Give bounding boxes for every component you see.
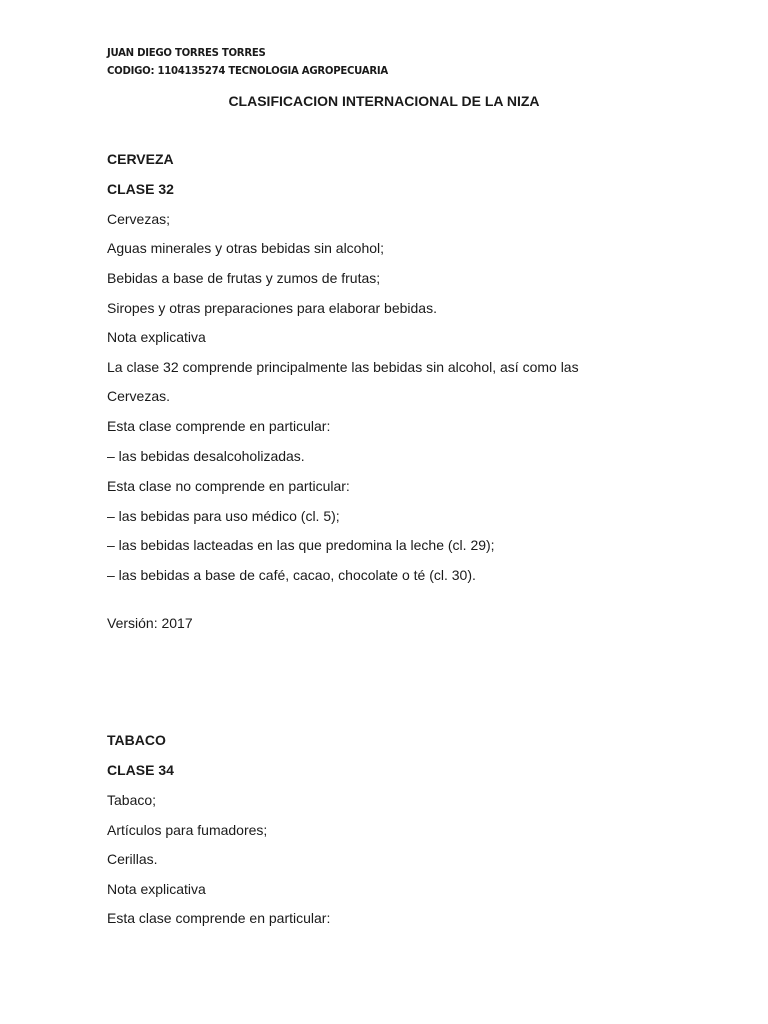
- list-item: Siropes y otras preparaciones para elaborar bebidas.: [107, 300, 437, 316]
- list-item: – las bebidas lacteadas en las que predomina la leche (cl. 29);: [107, 537, 495, 553]
- list-item: Artículos para fumadores;: [107, 822, 268, 838]
- list-item: La clase 32 comprende principalmente las bebidas sin alcohol, así como las: [107, 359, 579, 375]
- list-item: Tabaco;: [107, 792, 157, 808]
- class-label-32: CLASE 32: [107, 181, 174, 197]
- document-title: CLASIFICACION INTERNACIONAL DE LA NIZA: [228, 93, 540, 109]
- list-item: Esta clase comprende en particular:: [107, 418, 331, 434]
- note-heading: Nota explicativa: [107, 881, 206, 897]
- section-heading-tabaco: TABACO: [107, 732, 166, 748]
- section-heading-cerveza: CERVEZA: [107, 151, 174, 167]
- list-item: Esta clase comprende en particular:: [107, 910, 331, 926]
- list-item: Esta clase no comprende en particular:: [107, 478, 350, 494]
- note-heading: Nota explicativa: [107, 329, 206, 345]
- list-item: Cervezas;: [107, 211, 171, 227]
- list-item: Cervezas.: [107, 388, 171, 404]
- author-name: JUAN DIEGO TORRES TORRES: [107, 46, 266, 59]
- class-label-34: CLASE 34: [107, 762, 174, 778]
- list-item: – las bebidas desalcoholizadas.: [107, 448, 305, 464]
- version-text: Versión: 2017: [107, 615, 193, 631]
- list-item: – las bebidas para uso médico (cl. 5);: [107, 508, 340, 524]
- list-item: Aguas minerales y otras bebidas sin alcohol;: [107, 240, 385, 256]
- student-code: CODIGO: 1104135274 TECNOLOGIA AGROPECUARIA: [107, 64, 388, 77]
- list-item: Cerillas.: [107, 851, 158, 867]
- list-item: Bebidas a base de frutas y zumos de frutas;: [107, 270, 381, 286]
- list-item: – las bebidas a base de café, cacao, chocolate o té (cl. 30).: [107, 567, 476, 583]
